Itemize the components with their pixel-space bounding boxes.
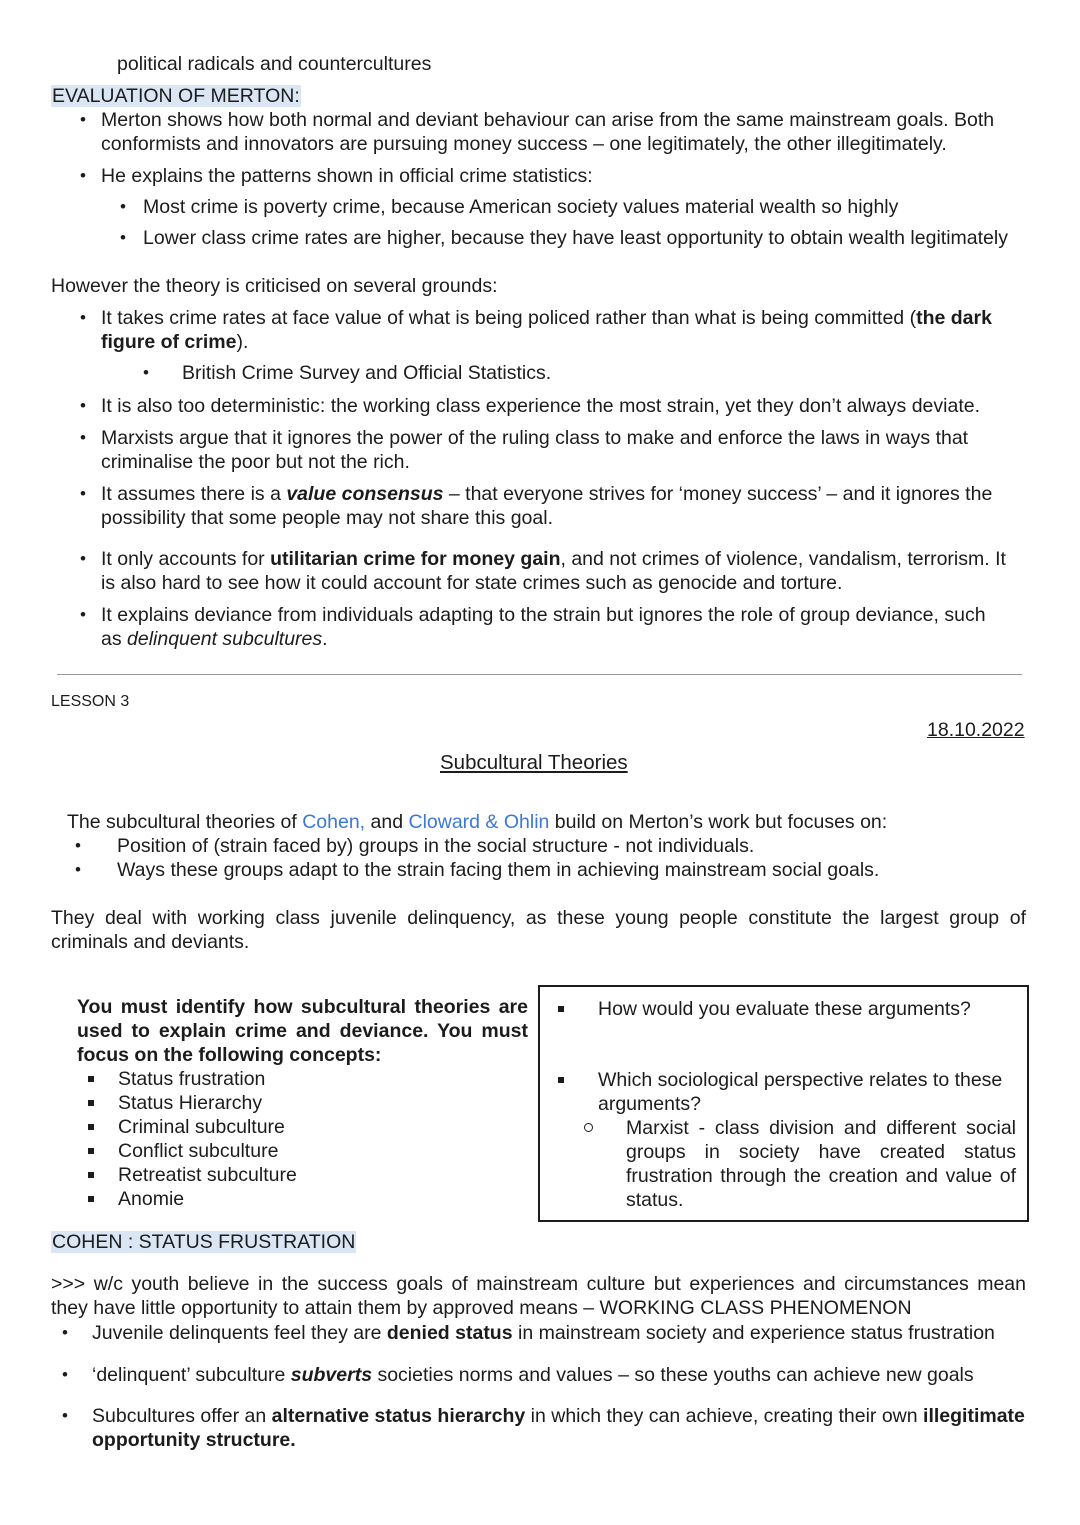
bullet-text: ‘delinquent’ subculture subverts societies norms and values – so these youths can achieve new goals [92, 1364, 974, 1386]
divider [57, 674, 1022, 675]
bullet-text: Ways these groups adapt to the strain facing them in achieving mainstream social goals. [117, 859, 880, 881]
bullet-icon: • [80, 605, 86, 624]
section-heading-merton: EVALUATION OF MERTON: [52, 85, 300, 107]
bullet-icon: • [80, 549, 86, 568]
concept-item: Criminal subculture [118, 1116, 285, 1138]
lesson-date: 18.10.2022 [927, 719, 1025, 741]
circle-bullet-icon [584, 1123, 593, 1132]
bullet-text: figure of crime). [101, 331, 249, 353]
answer-line: groups in society have created status [626, 1141, 1016, 1163]
bullet-icon: • [80, 396, 86, 415]
concept-item: Anomie [118, 1188, 185, 1210]
task-line: You must identify how subcultural theories are [77, 996, 528, 1018]
square-bullet-icon [558, 1077, 564, 1083]
bullet-text: possibility that some people may not share this goal. [101, 507, 553, 529]
bullet-text: It is also too deterministic: the working class experience the most strain, yet they don’t always deviate. [101, 395, 980, 417]
square-bullet-icon [88, 1172, 94, 1178]
paragraph: they have little opportunity to attain them by approved means – WORKING CLASS PHENOMENON [51, 1297, 912, 1319]
square-bullet-icon [88, 1100, 94, 1106]
concept-item: Status frustration [118, 1068, 266, 1090]
concept-item: Retreatist subculture [118, 1164, 297, 1186]
bullet-text: He explains the patterns shown in official crime statistics: [101, 165, 593, 187]
bullet-text: as delinquent subcultures. [101, 628, 328, 650]
paragraph: >>> w/c youth believe in the success goals of mainstream culture but experiences and circumstances mean [51, 1273, 1026, 1295]
answer-line: frustration through the creation and value of [626, 1165, 1016, 1187]
section-heading-cohen: COHEN : STATUS FRUSTRATION [52, 1231, 356, 1253]
bullet-icon: • [120, 197, 126, 216]
concept-item: Status Hierarchy [118, 1092, 263, 1114]
bullet-text: Juvenile delinquents feel they are denied status in mainstream society and experience status frustration [92, 1322, 995, 1344]
bullet-text: conformists and innovators are pursuing money success – one legitimately, the other illegitimately. [101, 133, 947, 155]
bullet-icon: • [80, 110, 86, 129]
bullet-text: It takes crime rates at face value of what is being policed rather than what is being committed (the dark [101, 307, 992, 329]
paragraph: criminals and deviants. [51, 931, 250, 953]
bullet-icon: • [80, 166, 86, 185]
lesson-label: LESSON 3 [51, 693, 130, 710]
sub-bullet-text: British Crime Survey and Official Statistics. [182, 362, 552, 384]
sub-bullet-text: Most crime is poverty crime, because American society values material wealth so highly [143, 196, 899, 218]
bullet-icon: • [75, 860, 81, 879]
concept-item: Conflict subculture [118, 1140, 279, 1162]
bullet-icon: • [80, 308, 86, 327]
answer-line: Marxist - class division and different social [626, 1117, 1016, 1139]
square-bullet-icon [88, 1148, 94, 1154]
intro-line: The subcultural theories of Cohen, and Cloward & Ohlin build on Merton’s work but focuses on: [67, 811, 888, 833]
bullet-icon: • [80, 428, 86, 447]
bullet-icon: • [143, 363, 149, 382]
bullet-text: Position of (strain faced by) groups in the social structure - not individuals. [117, 835, 755, 857]
bullet-text: criminalise the poor but not the rich. [101, 451, 410, 473]
bullet-text: It assumes there is a value consensus – that everyone strives for ‘money success’ – and it ignores the [101, 483, 993, 505]
question: arguments? [598, 1093, 701, 1115]
page-title: Subcultural Theories [440, 751, 628, 774]
answer-line: status. [626, 1189, 684, 1211]
sub-bullet-text: Lower class crime rates are higher, because they have least opportunity to obtain wealth legitimately [143, 227, 1008, 249]
bullet-text: Merton shows how both normal and deviant behaviour can arise from the same mainstream goals. Both [101, 109, 995, 131]
square-bullet-icon [88, 1076, 94, 1082]
square-bullet-icon [88, 1124, 94, 1130]
bullet-icon: • [80, 484, 86, 503]
paragraph: They deal with working class juvenile delinquency, as these young people constitute the largest group of [51, 907, 1026, 929]
bullet-text: It explains deviance from individuals adapting to the strain but ignores the role of group deviance, such [101, 604, 986, 626]
question: Which sociological perspective relates to these [598, 1069, 1003, 1091]
bullet-text: opportunity structure. [92, 1429, 296, 1451]
task-line: focus on the following concepts: [77, 1044, 382, 1066]
bullet-text: It only accounts for utilitarian crime for money gain, and not crimes of violence, vandalism, terrorism. It [101, 548, 1006, 570]
task-line: used to explain crime and deviance. You must [77, 1020, 528, 1042]
square-bullet-icon [558, 1006, 564, 1012]
bullet-icon: • [75, 836, 81, 855]
question: How would you evaluate these arguments? [598, 998, 971, 1020]
bullet-text: Marxists argue that it ignores the power of the ruling class to make and enforce the laws in ways that [101, 427, 969, 449]
bullet-text: Subcultures offer an alternative status hierarchy in which they can achieve, creating their own illegitimate [92, 1405, 1025, 1427]
bullet-text: is also hard to see how it could account for state crimes such as genocide and torture. [101, 572, 843, 594]
bullet-icon: • [62, 1365, 68, 1384]
square-bullet-icon [88, 1196, 94, 1202]
bullet-icon: • [62, 1406, 68, 1425]
text-line: political radicals and countercultures [117, 53, 432, 75]
bullet-icon: • [120, 228, 126, 247]
paragraph: However the theory is criticised on several grounds: [51, 275, 498, 297]
bullet-icon: • [62, 1323, 68, 1342]
